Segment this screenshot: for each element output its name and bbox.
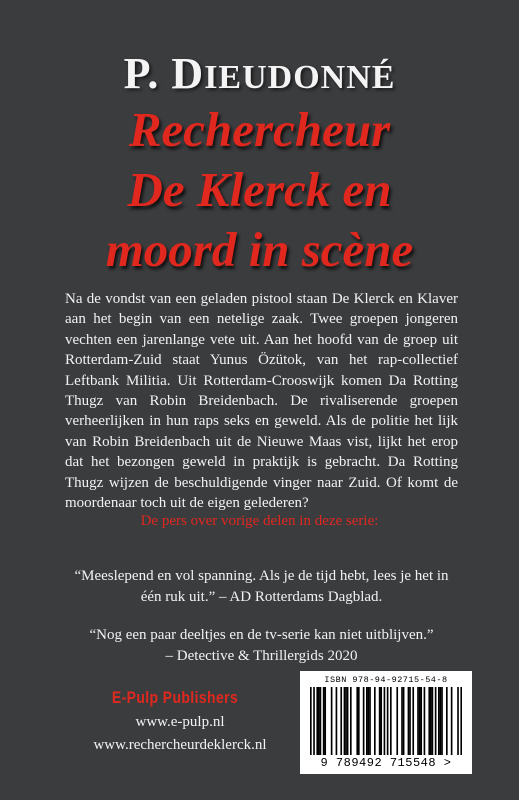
- barcode-bar: [313, 687, 315, 755]
- barcode-bar: [366, 687, 368, 755]
- barcode-bar: [460, 687, 462, 755]
- quote-text: “Nog een paar deeltjes en de tv-serie kan niet uitblijven.”: [89, 627, 434, 643]
- barcode-bar: [432, 687, 434, 755]
- title-line: Rechercheur: [128, 102, 391, 157]
- barcode-bar: [401, 687, 403, 755]
- title-line: De Klerck en: [127, 162, 392, 217]
- press-quote-2: [65, 625, 458, 667]
- barcode-bar: [446, 687, 448, 755]
- barcode-bar: [316, 687, 318, 755]
- barcode-bar: [451, 687, 453, 755]
- barcode-bar: [396, 687, 398, 755]
- barcode-bar: [441, 687, 443, 755]
- barcode-bar: [428, 687, 430, 755]
- barcode-bar: [409, 687, 411, 755]
- barcode-bar: [387, 687, 389, 755]
- press-heading: De pers over vorige delen in deze serie:: [140, 513, 379, 529]
- blurb-text: Na de vondst van een geladen pistool staan De Klerck en Klaver aan het begin van een netelige zaak. Twee groepen jongeren vechten een jarenlange vete uit. Aan het hoofd van de groep uit Rotterdam-Zuid staat Yunus Özütok, van het rap-collectief Leftbank Militia. Uit Rotterdam-Crooswijk komen Da Rotting Thugz van Robin Breidenbach. De rivaliserende groepen verheerlijken in hun raps seks en geweld. Als de politie het lijk van Robin Breidenbach uit de Nieuwe Maas vist, lijkt het erop dat het bezongen geweld in praktijk is gebracht. Da Rotting Thugz wijzen de beschuldigende vinger naar Zuid. Of komt de moordenaar toch uit de eigen gelederen?: [65, 291, 458, 512]
- barcode-bar: [356, 687, 358, 755]
- barcode: [300, 671, 472, 774]
- barcode-bar: [324, 687, 326, 755]
- barcode-bar: [379, 687, 381, 755]
- barcode-bar: [403, 687, 405, 755]
- barcode-bar: [320, 687, 322, 755]
- barcode-bar: [430, 687, 432, 755]
- barcode-bar: [336, 687, 338, 755]
- barcode-bar: [419, 687, 421, 755]
- barcode-bar: [345, 687, 347, 755]
- barcode-bar: [438, 687, 440, 755]
- barcode-bar: [344, 687, 346, 755]
- author-name: [0, 48, 519, 99]
- barcode-bar: [384, 687, 386, 755]
- barcode-bar: [318, 687, 320, 755]
- barcode-bar: [369, 687, 371, 755]
- book-title: [0, 100, 519, 280]
- barcode-bar: [358, 687, 360, 755]
- barcode-bar: [310, 687, 312, 755]
- isbn-text: ISBN 978-94-92715-54-8: [324, 675, 448, 685]
- barcode-bar: [420, 687, 422, 755]
- barcode-bar: [350, 687, 352, 755]
- series-url: www.rechercheurdeklerck.nl: [93, 737, 267, 753]
- barcode-bar: [412, 687, 414, 755]
- title-line: moord in scène: [105, 222, 414, 277]
- barcode-bar: [435, 687, 437, 755]
- barcode-bar: [417, 687, 419, 755]
- publisher-name: E-Pulp Publishers: [111, 688, 239, 707]
- quote-source: – Detective & Thrillergids 2020: [165, 648, 358, 664]
- barcode-bar: [323, 687, 325, 755]
- barcode-bar: [347, 687, 349, 755]
- barcode-bar: [457, 687, 459, 755]
- barcode-bar: [390, 687, 392, 755]
- author-initial: P. D: [123, 49, 205, 98]
- barcode-bar: [408, 687, 410, 755]
- publisher-url: www.e-pulp.nl: [135, 714, 225, 730]
- barcode-digits: 9 789492 715548 >: [320, 756, 452, 770]
- author-rest: IEUDONNÉ: [204, 59, 396, 96]
- press-quote-1: “Meeslepend en vol spanning. Als je de tijd hebt, lees je het in één ruk uit.” – AD Rotterdams Dagblad.: [74, 568, 449, 605]
- barcode-bar: [424, 687, 426, 755]
- barcode-bar: [374, 687, 376, 755]
- barcode-bar: [440, 687, 442, 755]
- barcode-bar: [331, 687, 333, 755]
- barcode-bar: [380, 687, 382, 755]
- barcode-bar: [368, 687, 370, 755]
- barcode-bars: [310, 687, 462, 755]
- barcode-bar: [340, 687, 342, 755]
- barcode-bar: [363, 687, 365, 755]
